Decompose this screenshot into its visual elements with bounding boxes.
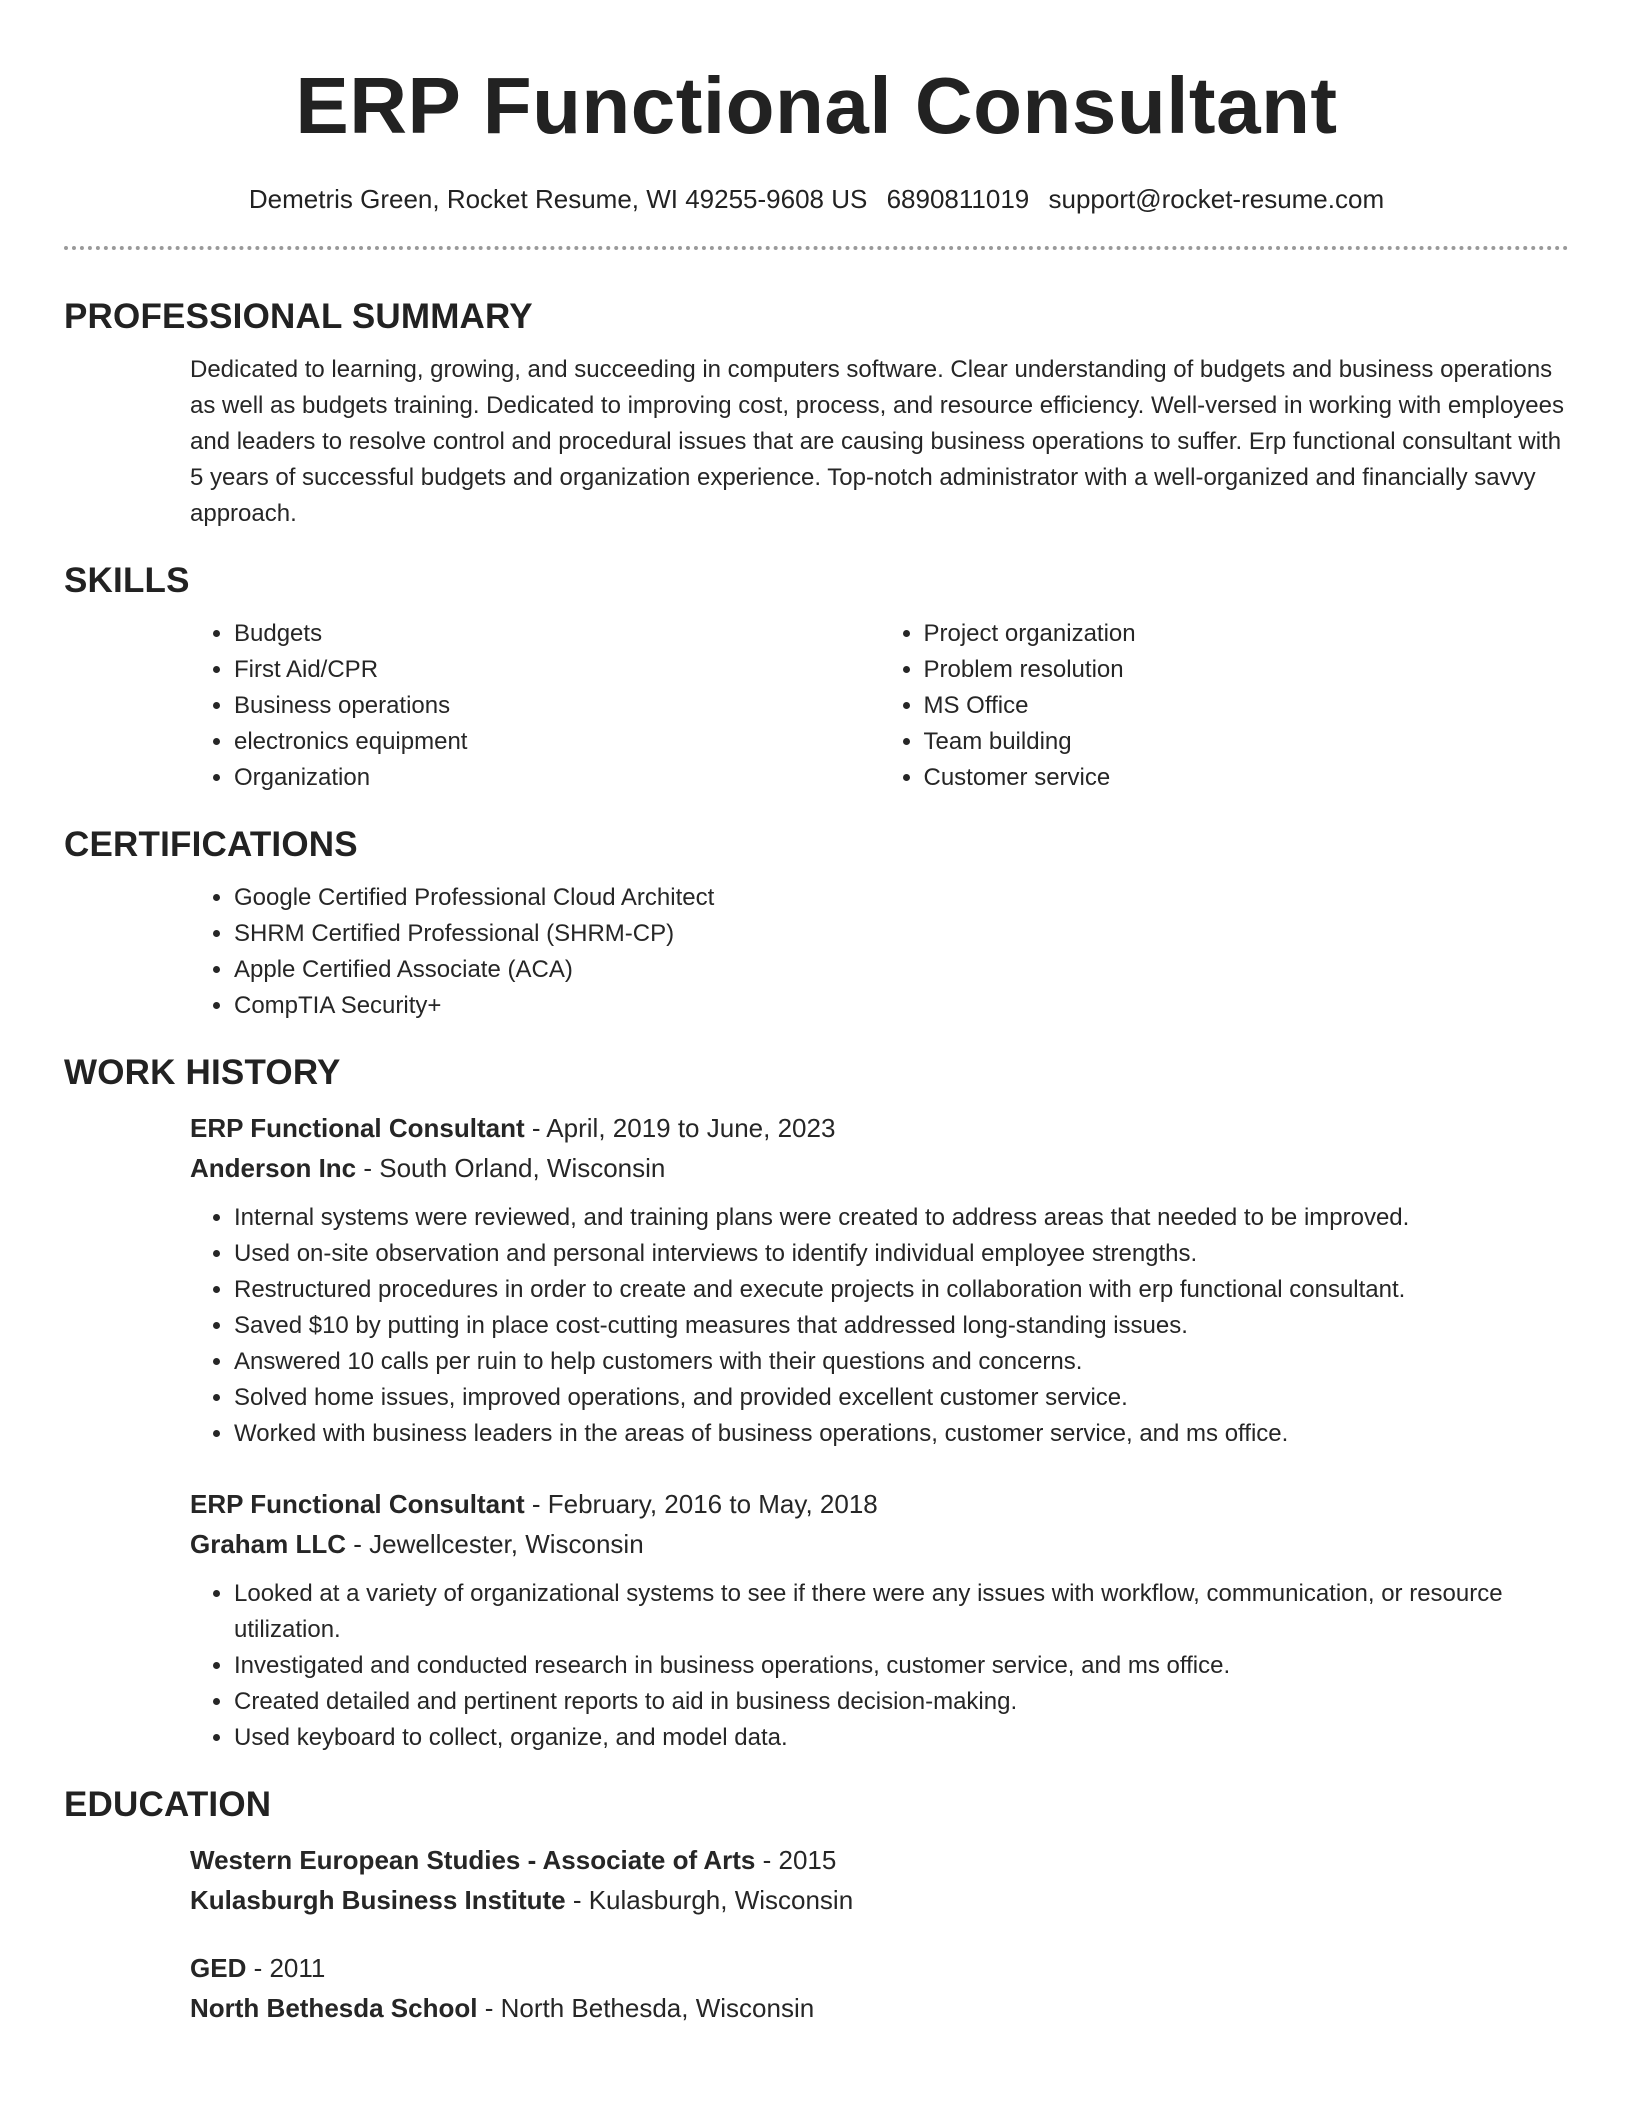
skill-item: • First Aid/CPR [234, 652, 880, 688]
certification-item: • SHRM Certified Professional (SHRM-CP) [234, 916, 1569, 952]
job-bullet: • Created detailed and pertinent reports to aid in business decision-making. [234, 1684, 1569, 1720]
contact-phone: 6890811019 [886, 184, 1030, 214]
skills-grid [190, 616, 1569, 796]
job-bullet: • Solved home issues, improved operations, and provided excellent customer service. [234, 1380, 1569, 1416]
skill-item: • Project organization [924, 616, 1570, 652]
education-degree: Western European Studies - Associate of Arts [190, 1845, 756, 1875]
education-heading: EDUCATION [64, 1785, 272, 1824]
skill-item: • Organization [234, 760, 880, 796]
job-dates: - February, 2016 to May, 2018 [524, 1489, 878, 1519]
skill-item: • Business operations [234, 688, 880, 724]
certifications-list [190, 880, 1569, 1024]
resume-title: ERP Functional Consultant [295, 61, 1338, 150]
job-location: - Jewellcester, Wisconsin [346, 1529, 644, 1559]
skill-item: • Customer service [924, 760, 1570, 796]
job-bullet: • Restructured procedures in order to create and execute projects in collaboration with erp functional consultant. [234, 1272, 1569, 1308]
skills-list-left [190, 616, 880, 796]
education-entry [190, 1840, 1569, 1920]
header-divider [64, 246, 1569, 250]
job-bullet: • Looked at a variety of organizational systems to see if there were any issues with workflow, communication, or resource utilization. [234, 1576, 1569, 1648]
job-bullet: • Used keyboard to collect, organize, and model data. [234, 1720, 1569, 1756]
education-entry [190, 1948, 1569, 2028]
job-bullets [190, 1576, 1569, 1756]
education-location: - North Bethesda, Wisconsin [477, 1993, 815, 2023]
contact-email[interactable]: support@rocket-resume.com [1048, 184, 1385, 214]
education-section [190, 1840, 1569, 2028]
skill-item: • electronics equipment [234, 724, 880, 760]
job-company: Graham LLC [190, 1529, 347, 1559]
certifications-heading: CERTIFICATIONS [64, 825, 358, 864]
job-bullet: • Worked with business leaders in the areas of business operations, customer service, and ms office. [234, 1416, 1569, 1452]
skill-item: • Team building [924, 724, 1570, 760]
resume-page [64, 0, 1569, 2028]
job-company-line [190, 1524, 1569, 1564]
certification-item: • CompTIA Security+ [234, 988, 1569, 1024]
contact-line [64, 182, 1569, 216]
job-company: Anderson Inc [190, 1153, 357, 1183]
summary-section [190, 352, 1569, 532]
job-bullet: • Answered 10 calls per ruin to help customers with their questions and concerns. [234, 1344, 1569, 1380]
job-bullet: • Used on-site observation and personal interviews to identify individual employee strengths. [234, 1236, 1569, 1272]
work-history-heading: WORK HISTORY [64, 1053, 341, 1092]
job-entry [190, 1108, 1569, 1452]
summary-heading: PROFESSIONAL SUMMARY [64, 297, 533, 336]
skills-list-right [880, 616, 1570, 796]
job-title: ERP Functional Consultant [190, 1489, 525, 1519]
certification-item: • Apple Certified Associate (ACA) [234, 952, 1569, 988]
contact-address: Demetris Green, Rocket Resume, WI 49255-9608 US [248, 184, 868, 214]
job-title: ERP Functional Consultant [190, 1113, 525, 1143]
education-year: - 2015 [755, 1845, 837, 1875]
education-degree-line [190, 1840, 1569, 1880]
job-bullet: • Investigated and conducted research in business operations, customer service, and ms office. [234, 1648, 1569, 1684]
work-history-section [190, 1108, 1569, 1756]
job-location: - South Orland, Wisconsin [356, 1153, 666, 1183]
education-school-line [190, 1880, 1569, 1920]
job-bullet: • Internal systems were reviewed, and training plans were created to address areas that needed to be improved. [234, 1200, 1569, 1236]
summary-text: Dedicated to learning, growing, and succeeding in computers software. Clear understanding of budgets and business operations as well as budgets training. Dedicated to improving cost, process, and resource efficiency. Well-versed in working with employees and leaders to resolve control and procedural issues that are causing business operations to suffer. Erp functional consultant with 5 years of successful budgets and organization experience. Top-notch administrator with a well-organized and financially savvy approach. [190, 356, 1564, 527]
education-degree: GED [190, 1953, 247, 1983]
skill-item: • Problem resolution [924, 652, 1570, 688]
job-entry [190, 1484, 1569, 1756]
job-company-line [190, 1148, 1569, 1188]
education-year: - 2011 [246, 1953, 326, 1983]
job-bullet: • Saved $10 by putting in place cost-cutting measures that addressed long-standing issues. [234, 1308, 1569, 1344]
education-location: - Kulasburgh, Wisconsin [565, 1885, 854, 1915]
job-title-line [190, 1108, 1569, 1148]
job-title-line [190, 1484, 1569, 1524]
education-school: Kulasburgh Business Institute [190, 1885, 566, 1915]
education-school: North Bethesda School [190, 1993, 478, 2023]
education-degree-line [190, 1948, 1569, 1988]
certifications-section [190, 880, 1569, 1024]
skill-item: • MS Office [924, 688, 1570, 724]
skill-item: • Budgets [234, 616, 880, 652]
education-school-line [190, 1988, 1569, 2028]
job-dates: - April, 2019 to June, 2023 [524, 1113, 836, 1143]
certification-item: • Google Certified Professional Cloud Architect [234, 880, 1569, 916]
job-bullets [190, 1200, 1569, 1452]
skills-section [190, 616, 1569, 796]
skills-heading: SKILLS [64, 561, 190, 600]
